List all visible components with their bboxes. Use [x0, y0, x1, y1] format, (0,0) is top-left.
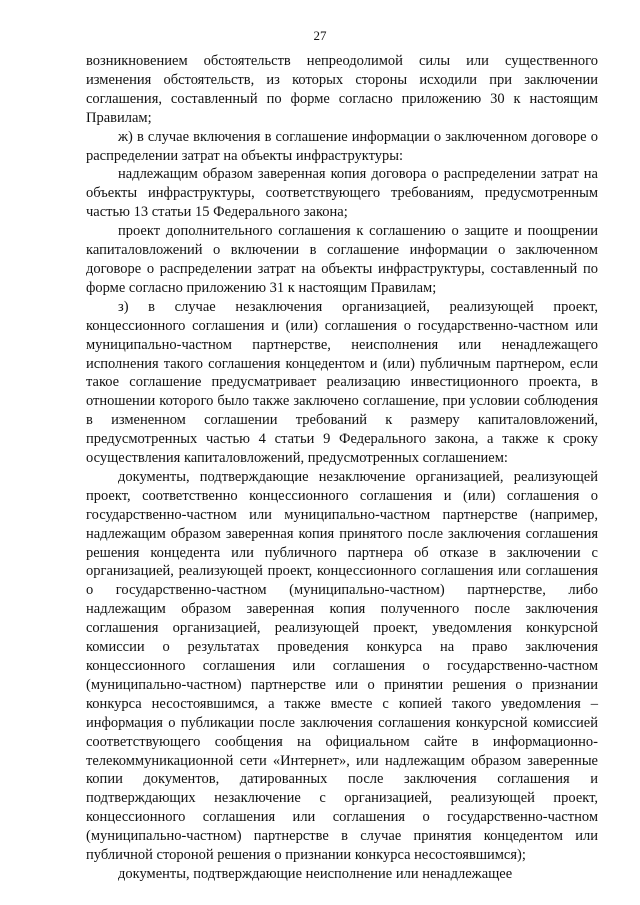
paragraph-continuation: возникновением обстоятельств непреодолимой силы или существенного изменения обстоятельств, из которых стороны исходили при заключении соглашения, составленный по форме согласно приложению 30 к настоящим Правилам;: [86, 53, 598, 126]
paragraph-documents-nonperformance: документы, подтверждающие неисполнение или ненадлежащее: [118, 865, 513, 882]
paragraph-confirming-documents: документы, подтверждающие незаключение организацией, реализующей проект, соответственно концессионного соглашения и (или) соглашения о государственно-частном или муниципально-частном партнерстве (например, надлежащим образом заверенная копия принятого после заключения соглашения решения концедента или публичного партнера об отказе в заключении с организацией, реализующей проект, концессионного соглашения или соглашения о государственно-частном (муниципально-частном) партнерстве, либо надлежащим образом заверенная копия полученного после заключения соглашения организацией, реализующей проект, уведомления конкурсной комиссии о результатах проведения конкурса на право заключения концессионного соглашения или соглашения о государственно-частном (муниципально-частном) партнерстве или о принятии решения о признании конкурса несостоявшимся, а также вместе с копией такого уведомления – информация о публикации после заключения соглашения конкурсной комиссией соответствующего сообщения на официальном сайте в информационно-телекоммуникационной сети «Интернет», или надлежащим образом заверенные копии документов, датированных после заключения соглашения и подтверждающих незаключение с организацией, реализующей проект, концессионного соглашения или соглашения о государственно-частном (муниципально-частном) партнерстве в случае принятия концедентом или публичной стороной решения о признании конкурса несостоявшимся);: [86, 468, 598, 864]
page-number: 27: [313, 28, 327, 43]
paragraph-item-z: з) в случае незаключения организацией, реализующей проект, концессионного соглашения и (или) соглашения о государственно-частном или муниципально-частном партнерстве, неисполнения или ненадлежащего исполнения такого соглашения концедентом и (или) публичным партнером, если такое соглашение предусматривает реализацию инвестиционного проекта, в отношении которого было также заключено соглашение, при условии соблюдения в измененном соглашении требований к размеру капиталовложений, предусмотренных частью 4 статьи 9 Федерального закона, а также к сроку осуществления капиталовложений, предусмотренных соглашением:: [86, 298, 598, 467]
paragraph-supplementary-agreement-draft: проект дополнительного соглашения к соглашению о защите и поощрении капиталовложений о включении в соглашение информации о заключенном договоре о распределении затрат на объекты инфраструктуры, составленный по форме согласно приложению 31 к настоящим Правилам;: [86, 223, 598, 296]
document-body: [86, 52, 598, 884]
paragraph-cost-agreement-copy: надлежащим образом заверенная копия договора о распределении затрат на объекты инфраструктуры, соответствующего требованиям, предусмотренным частью 13 статьи 15 Федерального закона;: [86, 166, 598, 221]
paragraph-item-zh: ж) в случае включения в соглашение информации о заключенном договоре о распределении затрат на объекты инфраструктуры:: [86, 128, 598, 164]
